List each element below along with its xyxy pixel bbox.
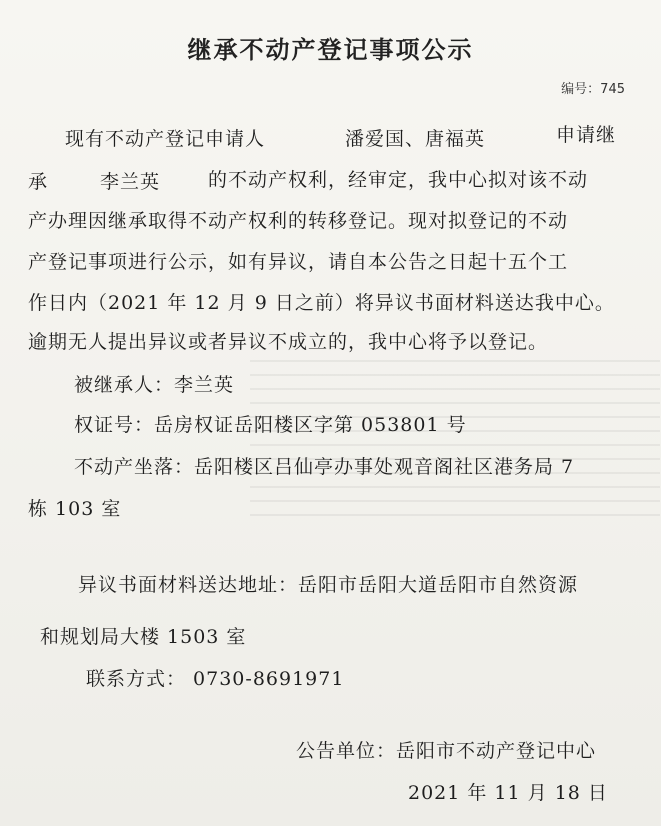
issuer-line: 公告单位：岳阳市不动产登记中心 [296,740,597,762]
heir-line: 被继承人：李兰英 [74,374,235,396]
para-line-1b: 申请继 [556,124,617,146]
para-line-2b: 的不动产权利，经审定，我中心拟对该不动 [208,169,589,191]
cert-number-line: 权证号：岳房权证岳阳楼区字第 053801 号 [74,414,467,436]
location-line-1: 不动产坐落：岳阳楼区吕仙亭办事处观音阁社区港务局 7 [74,456,575,478]
contact-line: 联系方式： 0730-8691971 [86,668,345,690]
location-line-2: 栋 103 室 [28,498,122,520]
objection-address-line-2: 和规划局大楼 1503 室 [40,626,247,648]
applicant-names: 潘爱国、唐福英 [345,128,486,150]
serial-label: 编号： [561,82,601,97]
notice-date: 2021 年 11 月 18 日 [408,782,608,804]
serial-value: 745 [600,82,625,97]
para-line-4: 产登记事项进行公示，如有异议，请自本公告之日起十五个工 [28,251,569,273]
para-line-2a: 承 [28,171,49,193]
objection-address-line-1: 异议书面材料送达地址：岳阳市岳阳大道岳阳市自然资源 [78,574,579,596]
para-line-5: 作日内（2021 年 12 月 9 日之前）将异议书面材料送达我中心。 [28,292,615,314]
serial-number [561,78,625,97]
para-line-3: 产办理因继承取得不动产权利的转移登记。现对拟登记的不动 [28,210,569,232]
bleed-through-texture [250,360,660,520]
deceased-name: 李兰英 [100,171,161,193]
page-title: 继承不动产登记事项公示 [187,36,474,64]
para-line-6: 逾期无人提出异议或者异议不成立的，我中心将予以登记。 [28,331,549,353]
para-line-1a: 现有不动产登记申请人 [65,128,266,150]
